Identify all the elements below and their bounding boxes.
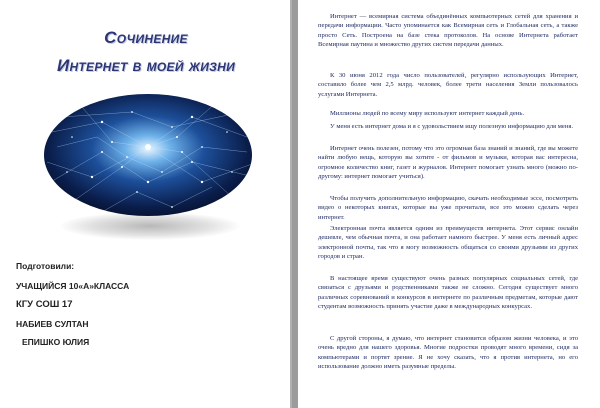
essay-paragraph — [318, 122, 578, 131]
student-class: УЧАЩИЙСЯ 10«А»КЛАССА — [16, 281, 130, 291]
teacher-name: ЕПИШКО ЮЛИЯ — [22, 337, 90, 347]
essay-paragraph — [318, 144, 578, 182]
essay-paragraph — [318, 274, 578, 312]
essay-paragraph-2: К 30 июня 2012 года число пользователей, регулярно использующих Интернет, составило более чем 2,5 млрд. человек, более трети населения Земли пользовалось услугами Интернета. — [318, 72, 578, 98]
essay-paragraph — [318, 109, 578, 118]
essay-paragraph-8: В настоящее время существуют очень разных популярных социальных сетей, где связаться с друзьями и родственниками также не сложно. Сегодня существует много различных соревнований и конкурсов в интернете по различным предметам, которые дают студентам возможность принять участие даже в международных конкурсах. — [318, 275, 578, 311]
essay-paragraph-1: Интернет — всемирная система объединённых компьютерных сетей для хранения и передачи информации. Часто упоминается как Всемирная сеть и Глобальная сеть, а также просто Сеть. Построена на базе стека протоколов. На основе Интернета работает Всемирная паутина и множество других систем передачи данных. — [318, 13, 578, 49]
cover-subtitle: Интернет в моей жизни — [56, 56, 236, 75]
essay-paragraph-7: Электронная почта является одним из преимуществ интернета. Этот сервис онлайн дешевле, чем обычная почта, и она работает намного быстрее. У меня есть личный адрес электронной почты, так что я могу возможность общаться со своими друзьями из других городов и стран. — [318, 225, 578, 261]
school-name: КГУ СОШ 17 — [16, 299, 73, 310]
essay-paragraph — [318, 224, 578, 262]
internet-network-image — [42, 92, 254, 218]
essay-paragraph — [318, 12, 578, 50]
prepared-by-label: Подготовили: — [16, 261, 75, 271]
essay-paragraph — [318, 71, 578, 99]
author-name: НАБИЕВ СУЛТАН — [16, 319, 89, 329]
essay-paragraph-5: Интернет очень полезен, потому что это огромная база знаний и знаний, где вы можете найти любую вещь, которую вы хотите - от фильмов и музыки, которая вас интересна, огромное количество книг, газет и журналов. Интернет помогает узнать много (можно по-другому: интернет помогает учиться). — [318, 145, 578, 181]
essay-paragraph-3: Миллионы людей по всему миру используют интернет каждый день. — [330, 110, 524, 117]
cover-title: Сочинение — [104, 28, 188, 47]
cover-page — [0, 0, 292, 408]
essay-paragraph — [318, 194, 578, 222]
essay-paragraph-9: С другой стороны, я думаю, что интернет становится образом жизни человека, и это очень вредно для нашего здоровья. Многие подростки проводят много времени, сидя за компьютерами и портят зрение. Я не хочу сказать, что я против интернета, но его использование должно иметь разумные пределы. — [318, 335, 578, 371]
essay-paragraph — [318, 334, 578, 372]
essay-paragraph-6: Чтобы получить дополнительную информацию, скачать необходимые эссе, посмотреть видео о некоторых книгах, которые вы уже прочитали, все это можно сделать через интернет. — [318, 195, 578, 221]
essay-paragraph-4: У меня есть интернет дома и я с удовольствием ищу полезную информацию для меня. — [330, 123, 574, 130]
